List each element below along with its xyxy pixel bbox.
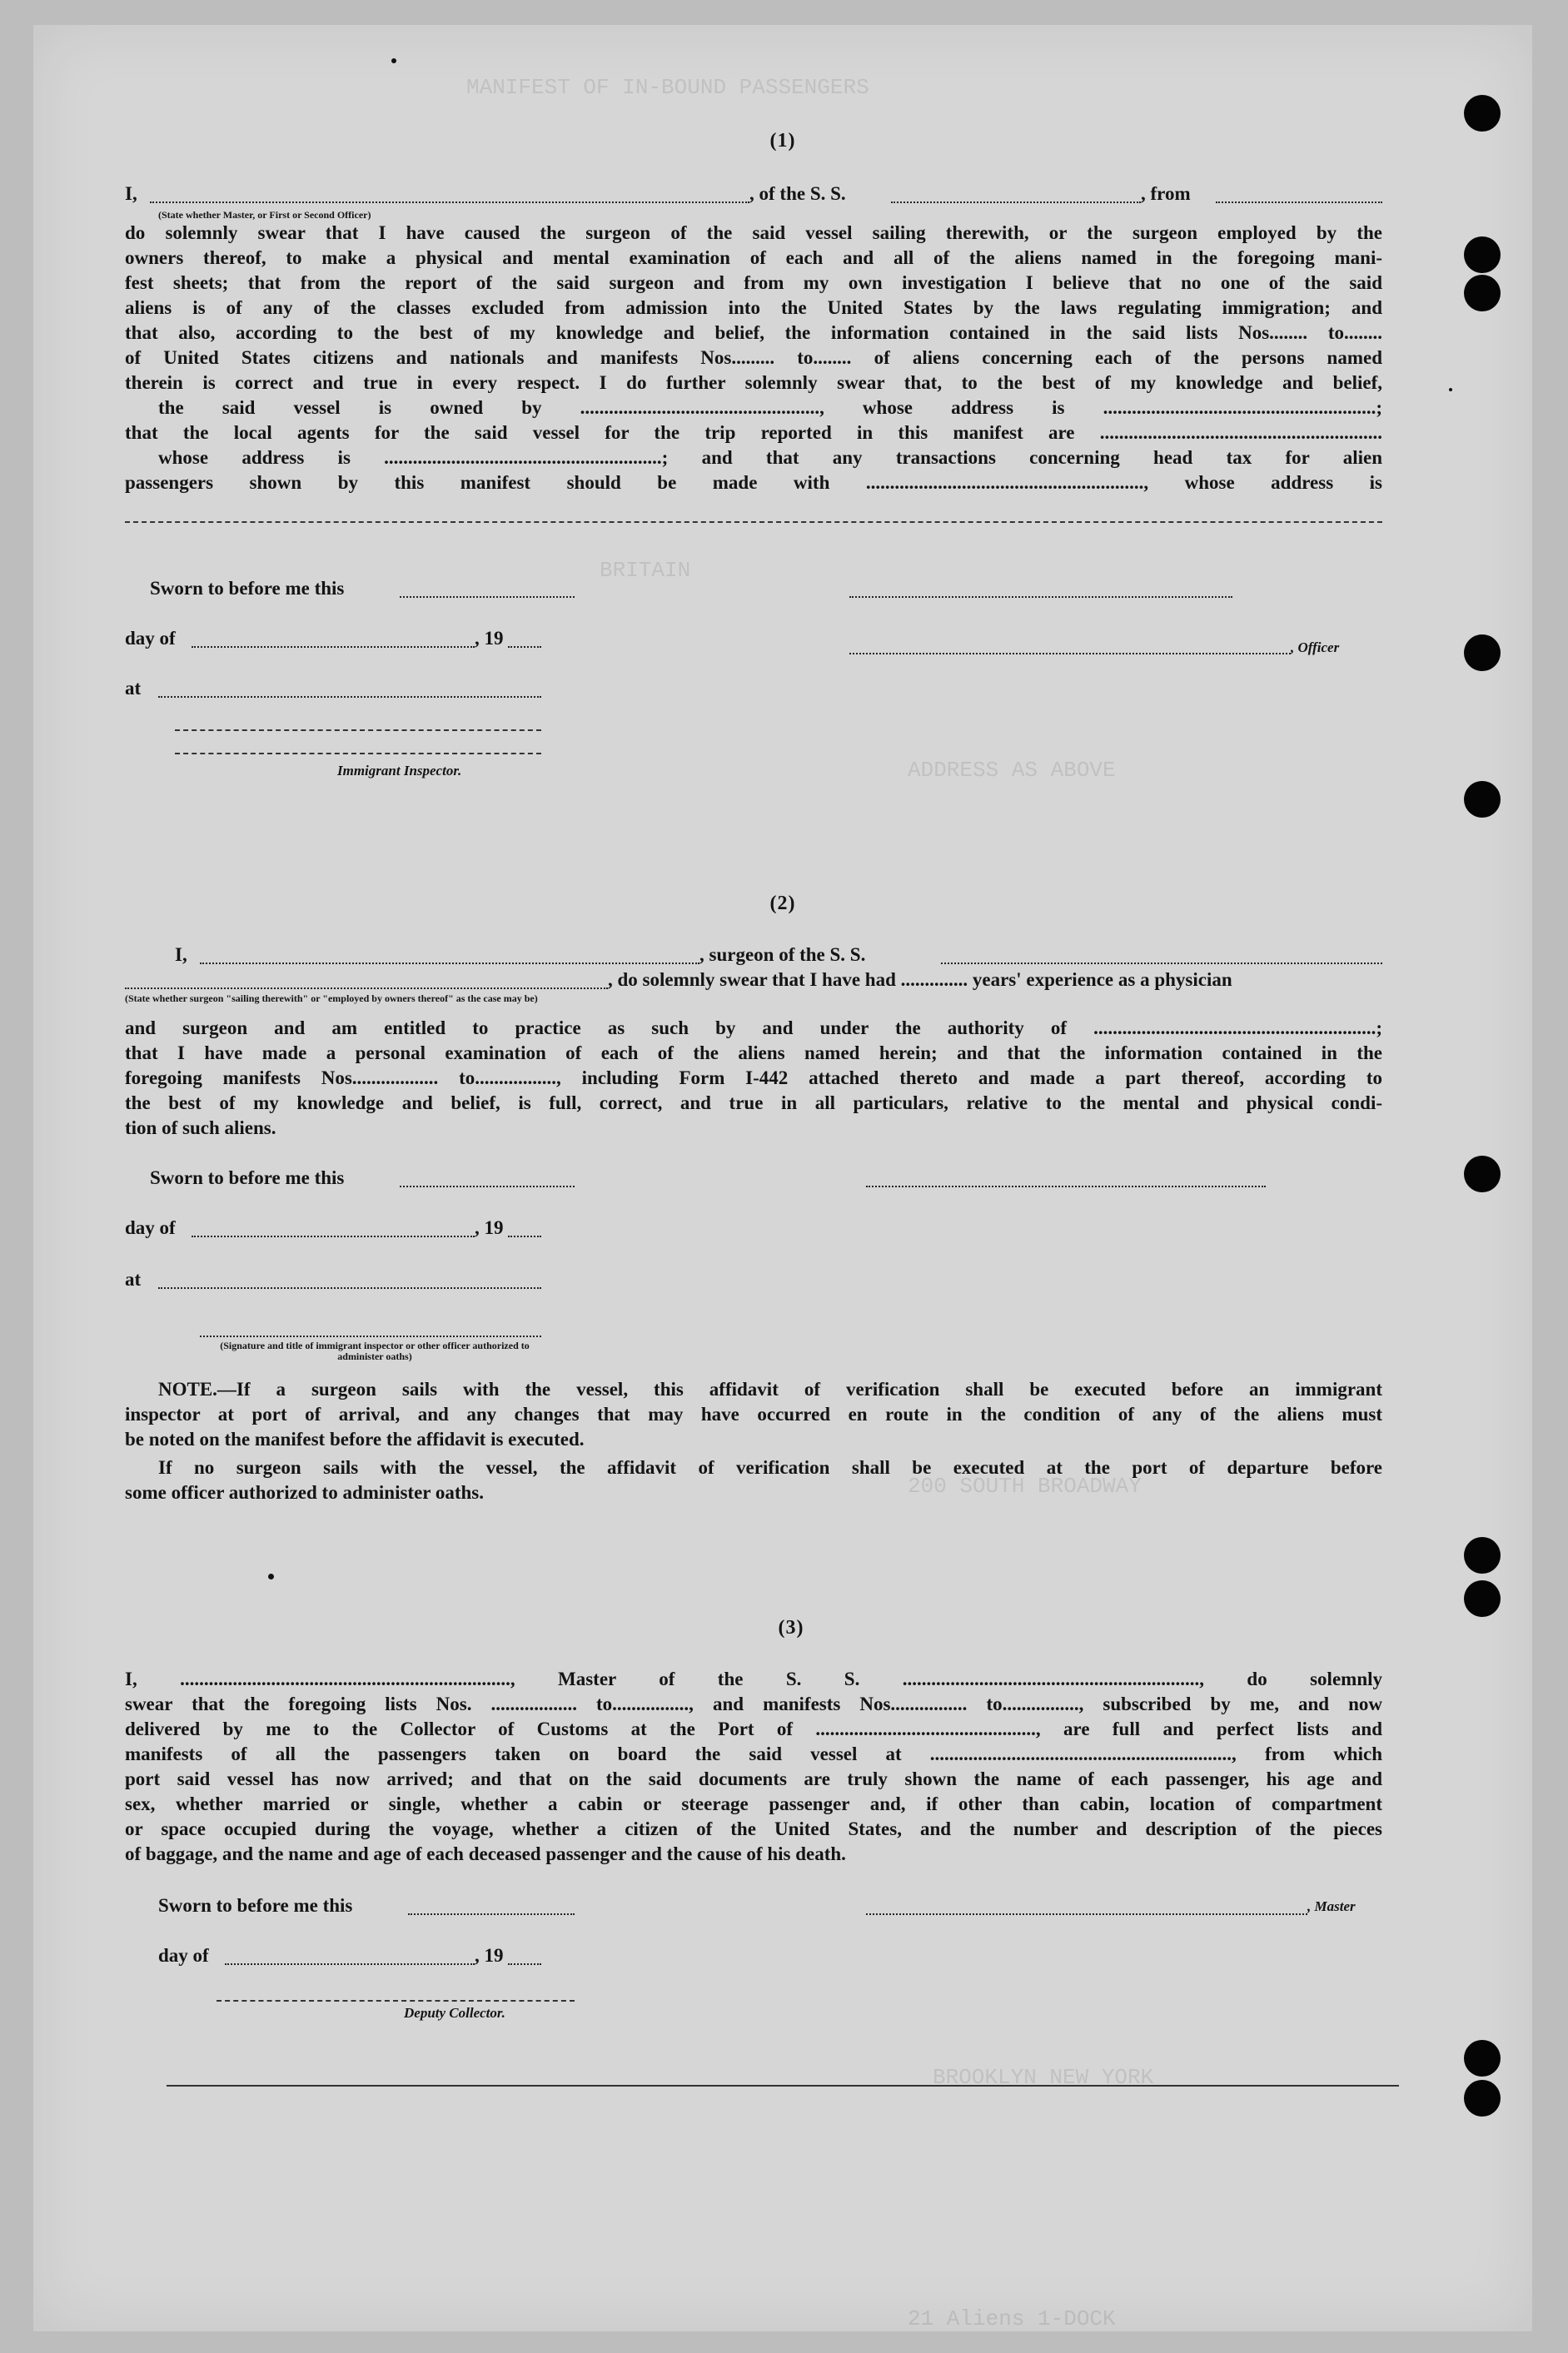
section-3-day-field[interactable] bbox=[225, 1963, 475, 1965]
surgeon-status-field[interactable] bbox=[125, 987, 608, 989]
section-2-text-line: and surgeon and am entitled to practice as such by and under the authority of ...........................................................; bbox=[125, 1017, 1382, 1038]
section-2-note-line: inspector at port of arrival, and any changes that may have occurred en route in the condition of any of the aliens must bbox=[125, 1404, 1382, 1425]
punch-hole bbox=[1464, 2080, 1501, 2117]
section-1-at-field[interactable] bbox=[158, 696, 541, 698]
section-3-sworn-label: Sworn to before me this bbox=[158, 1895, 353, 1916]
section-3-text-line: manifests of all the passengers taken on board the said vessel at ..............................................................., from which bbox=[125, 1744, 1382, 1764]
section-2-line-2: , do solemnly swear that I have had .............. years' experience as a physician bbox=[608, 969, 1232, 990]
section-2-note-line: NOTE.—If a surgeon sails with the vessel, this affidavit of verification shall be executed before an immigrant bbox=[158, 1379, 1382, 1400]
section-1-continuation-line[interactable] bbox=[125, 521, 1382, 523]
section-1-day-field[interactable] bbox=[192, 646, 475, 648]
section-1-text-line: therein is correct and true in every respect. I do further solemnly swear that, to the best of my knowledge and belief, bbox=[125, 372, 1382, 393]
section-3-text-line: delivered by me to the Collector of Customs at the Port of .............................................., are full and perfect lists and bbox=[125, 1719, 1382, 1739]
punch-hole bbox=[1464, 275, 1501, 311]
master-name-field[interactable] bbox=[150, 201, 749, 203]
section-3-bottom-rule bbox=[167, 2085, 1399, 2087]
section-1-text-line: fest sheets; that from the report of the said surgeon and from my own investigation I believe that no one of the said bbox=[125, 272, 1382, 293]
section-1-text-line: of United States citizens and nationals and manifests Nos......... to........ of aliens concerning each of the persons named bbox=[125, 347, 1382, 368]
section-2-surgeon-of-ss: , surgeon of the S. S. bbox=[699, 944, 866, 965]
section-2-text-line: the best of my knowledge and belief, is full, correct, and true in all particulars, relative to the mental and physical condi- bbox=[125, 1092, 1382, 1113]
section-3-text-line: port said vessel has now arrived; and that on the said documents are truly shown the name of each passenger, his age and bbox=[125, 1768, 1382, 1789]
section-1-day-of-label: day of bbox=[125, 628, 176, 649]
section-3-line-1: I, ....................................................................., Master of the S. S. .............................................................., do solemnly bbox=[125, 1669, 1382, 1689]
section-2-at-field[interactable] bbox=[158, 1287, 541, 1289]
section-2-officer-signature-field[interactable] bbox=[200, 1336, 541, 1337]
section-2-day-field[interactable] bbox=[192, 1236, 475, 1237]
section-3-text-line: swear that the foregoing lists Nos. .................. to................, and manifests Nos................ to................, subscribed by me, and now bbox=[125, 1694, 1382, 1714]
section-1-note: (State whether Master, or First or Second Officer) bbox=[158, 209, 371, 221]
section-1-line-1 bbox=[125, 183, 137, 205]
section-1-inspector-signature-field[interactable] bbox=[175, 729, 541, 731]
ink-dot bbox=[391, 58, 396, 63]
section-1-number: (1) bbox=[769, 130, 796, 152]
section-2-signature-caption: (Signature and title of immigrant inspector or other officer authorized to administer oaths) bbox=[220, 1340, 530, 1362]
section-3-year-label: , 19 bbox=[475, 1945, 504, 1966]
section-2-note-line: be noted on the manifest before the affidavit is executed. bbox=[125, 1429, 585, 1450]
section-3-text-line: sex, whether married or single, whether a cabin or steerage passenger and, if other than cabin, location of compartment bbox=[125, 1793, 1382, 1814]
section-3-collector-signature-field[interactable] bbox=[217, 2000, 575, 2002]
label-i: I, bbox=[125, 183, 137, 204]
section-2-year-field[interactable] bbox=[508, 1236, 541, 1237]
punch-hole bbox=[1464, 236, 1501, 273]
bleed-through-text: 21 Aliens 1-DOCK bbox=[908, 2306, 1116, 2331]
section-1-text-line: passengers shown by this manifest should be made with .........................................................., whose address is bbox=[125, 472, 1382, 493]
section-1-text-line: owners thereof, to make a physical and mental examination of each and all of the aliens named in the foregoing mani- bbox=[125, 247, 1382, 268]
section-2-no-surgeon-line: If no surgeon sails with the vessel, the affidavit of verification shall be executed at the port of departure before bbox=[158, 1457, 1382, 1478]
section-2-vessel-field[interactable] bbox=[941, 963, 1382, 964]
section-3-number: (3) bbox=[778, 1617, 804, 1639]
section-2-day-of-label: day of bbox=[125, 1217, 176, 1238]
section-2-no-surgeon-line: some officer authorized to administer oaths. bbox=[125, 1482, 484, 1503]
punch-hole bbox=[1464, 1156, 1501, 1192]
section-1-at-label: at bbox=[125, 678, 142, 699]
section-1-inspector-line[interactable] bbox=[175, 753, 541, 754]
section-2-at-label: at bbox=[125, 1269, 142, 1290]
bleed-through-text: BRITAIN bbox=[600, 558, 691, 583]
section-1-text-line: do solemnly swear that I have caused the surgeon of the said vessel sailing therewith, or the surgeon employed by the bbox=[125, 222, 1382, 243]
section-1-officer-signature-a[interactable] bbox=[849, 596, 1232, 598]
section-2-label-i: I, bbox=[175, 944, 187, 965]
bleed-through-text: 200 SOUTH BROADWAY bbox=[908, 1474, 1142, 1499]
section-1-from: , from bbox=[1141, 183, 1191, 204]
section-2-text-line: tion of such aliens. bbox=[125, 1117, 276, 1138]
section-2-number: (2) bbox=[769, 893, 796, 914]
section-3-master-label: , Master bbox=[1307, 1898, 1356, 1914]
section-1-text-line: that the local agents for the said vessel for the trip reported in this manifest are ........................................................... bbox=[125, 422, 1382, 443]
section-3-text-line: or space occupied during the voyage, whether a citizen of the United States, and the number and description of the pieces bbox=[125, 1818, 1382, 1839]
bleed-through-text: BROOKLYN NEW YORK bbox=[933, 2065, 1154, 2090]
vessel-name-field[interactable] bbox=[891, 201, 1141, 203]
section-3-day-of-label: day of bbox=[158, 1945, 209, 1966]
section-1-text-line: whose address is ..........................................................; and that any transactions concerning head tax for alien bbox=[158, 447, 1382, 468]
section-2-text-line: that I have made a personal examination of each of the aliens named herein; and that the information contained in the bbox=[125, 1042, 1382, 1063]
section-1-text-line: aliens is of any of the classes excluded from admission into the United States by the laws regulating immigration; and bbox=[125, 297, 1382, 318]
punch-hole bbox=[1464, 634, 1501, 671]
punch-hole bbox=[1464, 95, 1501, 132]
section-1-text-line: the said vessel is owned by .................................................., whose address is .........................................................; bbox=[158, 397, 1382, 418]
section-2-note: (State whether surgeon "sailing therewith" or "employed by owners thereof" as the case may be) bbox=[125, 992, 538, 1004]
bleed-through-text: ADDRESS AS ABOVE bbox=[908, 758, 1116, 783]
punch-hole bbox=[1464, 2040, 1501, 2077]
ink-dot bbox=[268, 1574, 274, 1579]
section-3-collector-label: Deputy Collector. bbox=[404, 2005, 505, 2021]
bleed-through-text: MANIFEST OF IN-BOUND PASSENGERS bbox=[466, 75, 869, 100]
section-1-inspector-label: Immigrant Inspector. bbox=[337, 763, 462, 779]
section-1-officer-label: , Officer bbox=[1291, 639, 1340, 655]
section-1-officer-signature-field[interactable] bbox=[849, 653, 1291, 654]
punch-hole bbox=[1464, 1580, 1501, 1617]
from-port-field[interactable] bbox=[1216, 201, 1382, 203]
section-2-text-line: foregoing manifests Nos.................. to................., including Form I-442 attached thereto and made a part thereof, according to bbox=[125, 1067, 1382, 1088]
section-2-surgeon-signature-field[interactable] bbox=[866, 1186, 1266, 1187]
ink-dot bbox=[1449, 388, 1452, 391]
section-2-sworn-field[interactable] bbox=[400, 1186, 575, 1187]
surgeon-name-field[interactable] bbox=[200, 963, 699, 964]
section-3-year-field[interactable] bbox=[508, 1963, 541, 1965]
section-2-sworn-label: Sworn to before me this bbox=[150, 1167, 345, 1188]
section-2-year-label: , 19 bbox=[475, 1217, 504, 1238]
section-3-master-signature-field[interactable] bbox=[866, 1913, 1307, 1915]
section-1-sworn-field[interactable] bbox=[400, 596, 575, 598]
section-1-text-line: that also, according to the best of my knowledge and belief, the information contained in the said lists Nos........ to........ bbox=[125, 322, 1382, 343]
punch-hole bbox=[1464, 1537, 1501, 1574]
section-1-sworn-label: Sworn to before me this bbox=[150, 578, 345, 599]
section-1-of-ss: , of the S. S. bbox=[749, 183, 846, 204]
section-1-year-label: , 19 bbox=[475, 628, 504, 649]
section-3-text-line: of baggage, and the name and age of each deceased passenger and the cause of his death. bbox=[125, 1843, 846, 1864]
manifest-page bbox=[33, 25, 1532, 2331]
section-3-sworn-field[interactable] bbox=[408, 1913, 575, 1915]
section-1-year-field[interactable] bbox=[508, 646, 541, 648]
punch-hole bbox=[1464, 781, 1501, 818]
